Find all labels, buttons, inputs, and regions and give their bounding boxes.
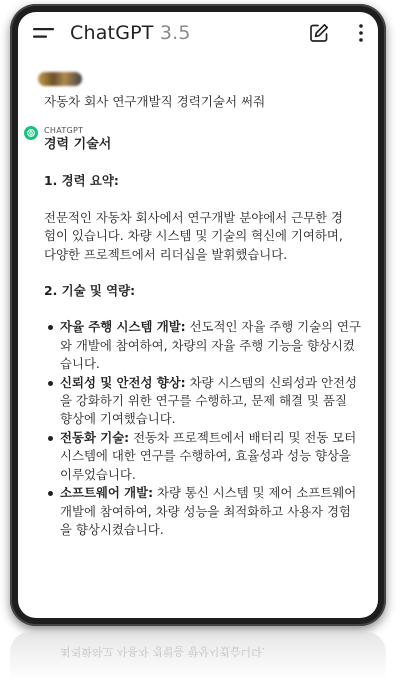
menu-icon[interactable] bbox=[32, 23, 56, 43]
bot-answer bbox=[44, 136, 362, 539]
skill-title: 신뢰성 및 안전성 향상: bbox=[60, 374, 186, 390]
user-avatar bbox=[38, 72, 82, 86]
list-item bbox=[60, 484, 362, 539]
list-item bbox=[60, 429, 362, 484]
skill-text: 차량 통신 시스템 및 제어 소프트웨어 개발에 참여하여, 차량 성능을 최적화하고 사용자 경험을 향상시켰습니다. bbox=[60, 485, 357, 537]
skill-title: 자율 주행 시스템 개발: bbox=[60, 319, 186, 335]
app-title-version: 3.5 bbox=[159, 22, 191, 44]
phone-frame bbox=[10, 4, 386, 626]
skill-title: 소프트웨어 개발: bbox=[60, 485, 154, 501]
edit-icon[interactable] bbox=[308, 22, 330, 44]
bot-sender-label: CHATGPT bbox=[44, 126, 84, 135]
section-title-skills: 2. 기술 및 역량: bbox=[44, 283, 136, 299]
more-vertical-icon[interactable] bbox=[358, 23, 364, 43]
skill-text: 선도적인 자율 주행 기술의 연구와 개발에 참여하여, 차량의 자율 주행 기능을 향상시켰습니다. bbox=[60, 319, 361, 372]
skill-text: 전동차 프로젝트에서 배터리 및 전동 모터 시스템에 대한 연구를 수행하여, 효율성과 성능 향상을 이루었습니다. bbox=[60, 429, 357, 482]
list-item bbox=[60, 318, 362, 373]
summary-paragraph: 전문적인 자동차 회사에서 연구개발 분야에서 근무한 경험이 있습니다. 차량 시스템 및 기술의 혁신에 기여하며, 다양한 프로젝트에서 리더십을 발휘했습니다. bbox=[44, 209, 343, 262]
app-bar bbox=[18, 12, 378, 54]
bot-message bbox=[44, 126, 362, 539]
section-title-summary: 1. 경력 요약: bbox=[44, 173, 119, 189]
reflection-text: 최적화하고 사용자 경험을 향상시켰습니다. bbox=[60, 645, 266, 658]
list-item bbox=[60, 374, 362, 429]
app-bar-actions bbox=[308, 22, 364, 44]
user-message bbox=[44, 72, 362, 110]
skill-text: 차량 시스템의 신뢰성과 안전성을 강화하기 위한 연구를 수행하고, 문제 해결 및 품질 향상에 기여했습니다. bbox=[60, 374, 357, 427]
chat-thread bbox=[18, 62, 378, 618]
skill-title: 전동화 기술: bbox=[60, 429, 130, 445]
phone-reflection bbox=[10, 632, 386, 679]
app-title-main: ChatGPT bbox=[70, 22, 154, 44]
app-screen bbox=[18, 12, 378, 618]
user-message-text: 자동차 회사 연구개발직 경력기술서 써줘 bbox=[44, 94, 266, 109]
app-title bbox=[70, 22, 191, 44]
chatgpt-logo-icon bbox=[24, 126, 38, 140]
answer-heading: 경력 기술서 bbox=[44, 137, 112, 152]
skills-list bbox=[44, 318, 362, 539]
